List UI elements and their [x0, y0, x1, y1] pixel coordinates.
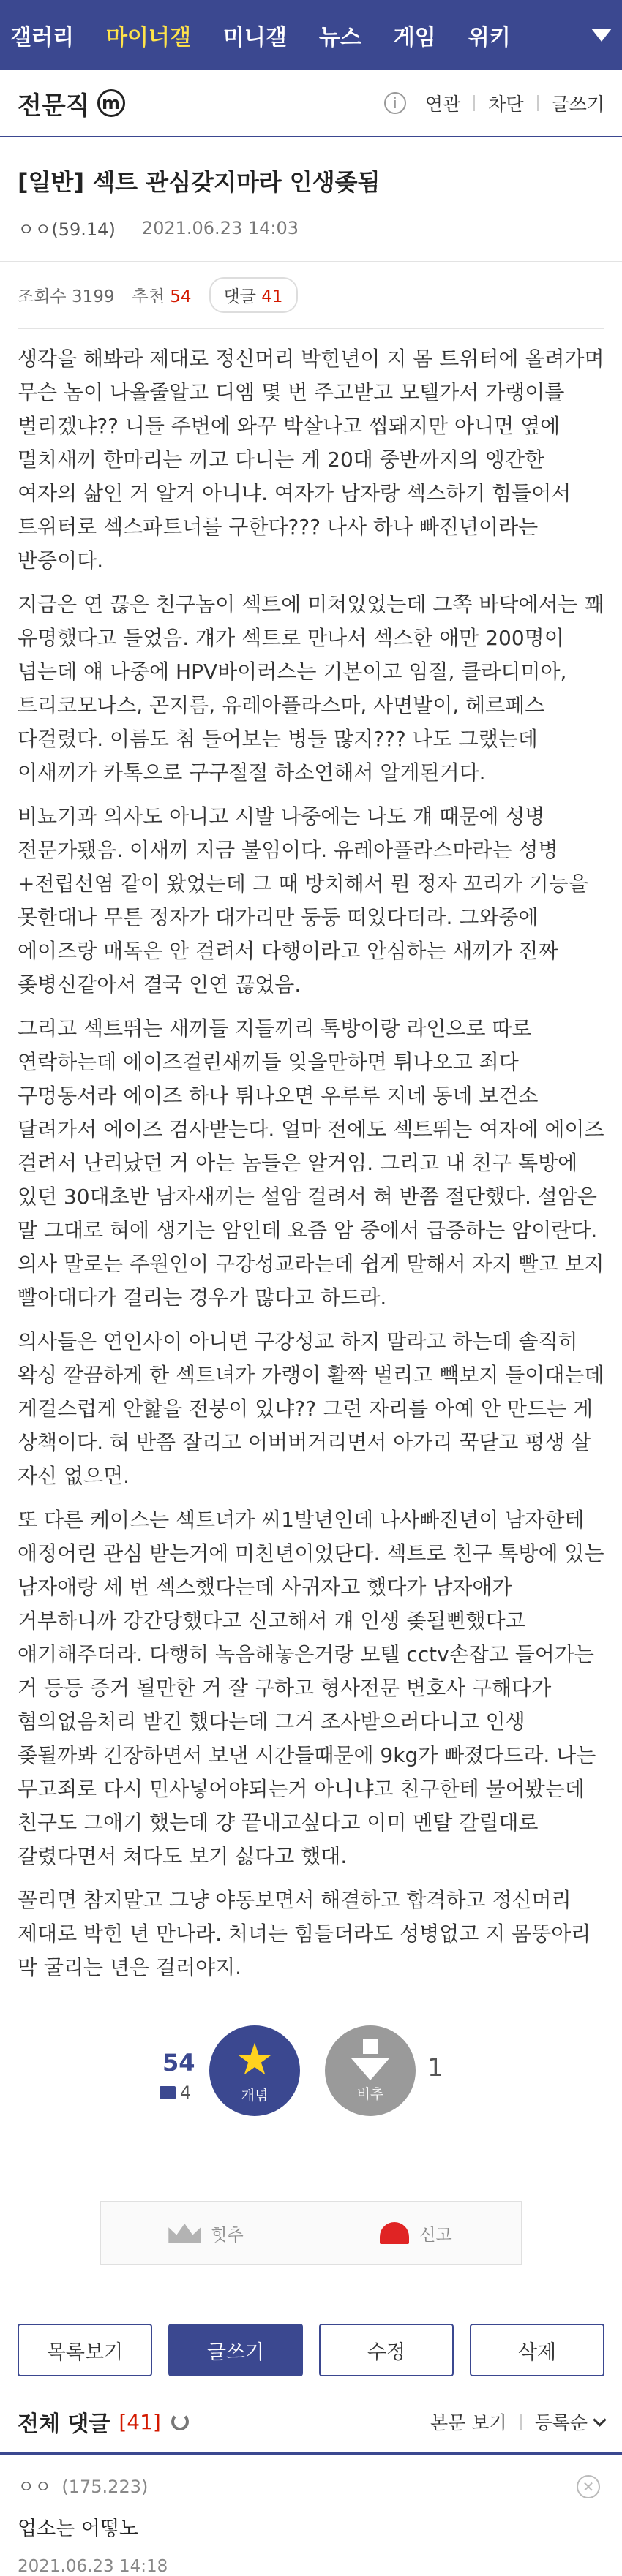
- comment-author-line: [18, 2472, 604, 2498]
- comments-count: [41]: [119, 2409, 161, 2434]
- content-paragraph: 의사들은 연인사이 아니면 구강성교 하지 말라고 하는데 솔직히 왁싱 깔끔하게 한 섹트녀가 가랭이 활짝 벌리고 빽보지 들이대는데 게걸스럽게 안핥을 전붕이 있냐?? 그런 자리를 아예 안 만드는 게 상책이다. 혀 반쯤 잘리고 어버버거리면서 아가리 꾹닫고 평생 살 자신 없으면.: [18, 1329, 604, 1488]
- write-link[interactable]: 글쓰기: [551, 94, 604, 115]
- comment-item: [0, 2455, 622, 2576]
- gallery-header: [0, 70, 622, 137]
- delete-button[interactable]: 삭제: [470, 2324, 604, 2376]
- post-date: 2021.06.23 14:03: [141, 217, 299, 238]
- fixed-count: [160, 2082, 191, 2103]
- nav-item-gallery[interactable]: 갤러리: [10, 25, 74, 50]
- content-paragraph: 또 다른 케이스는 섹트녀가 씨1발년인데 나사빠진년이 남자한테 애정어린 관심 받는거에 미친년이었단다. 섹트로 친구 톡방에 있는 남자애랑 세 번 섹스했다는데 사귀자고 했다가 남자애가 거부하니까 강간당했다고 신고해서 걔 인생 좆될뻔했다고 얘기해주더라. 다행히 녹음해놓은거랑 모텔 cctv손잡고 들어가는 거 등등 증거 될만한 거 잘 구하고 형사전문 변호사 구해다가 혐의없음처리 받긴 했다는데 그거 조사받으러다니고 인생 좆될까봐 긴장하면서 보낸 시간들때문에 9kg가 빠졌다드라. 나는 무고죄로 다시 민사넣어야되는거 아니냐고 친구한테 물어봤는데 친구도 그애기 했는데 걍 끝내고싶다고 이미 멘탈 갈릴대로 갈렸다면서 쳐다도 보기 싫다고 했대.: [18, 1508, 604, 1868]
- comment-count-button[interactable]: [209, 277, 298, 313]
- downvote-label: 비추: [356, 2085, 384, 2102]
- post-title: [일반] 섹트 관심갖지마라 인생좆됨: [18, 168, 381, 196]
- sort-label: 등록순: [534, 2412, 588, 2433]
- sort-dropdown[interactable]: [535, 2409, 604, 2435]
- recommend-value: 54: [170, 287, 192, 306]
- nav-item-game[interactable]: 게임: [393, 25, 436, 50]
- recommend-label: 추천: [132, 287, 165, 306]
- fixed-user-icon: [160, 2086, 176, 2099]
- nav-item-mini-gallery[interactable]: 미니갤: [222, 25, 287, 50]
- downvote-button[interactable]: [325, 2025, 416, 2116]
- upvote-button[interactable]: [209, 2025, 300, 2116]
- top-nav: [0, 0, 622, 70]
- down-arrow-head-icon: [351, 2058, 389, 2080]
- post-header: [0, 137, 622, 241]
- hit-recommend-label: 힛추: [211, 2225, 244, 2245]
- content-paragraph: 꼴리면 참지말고 그냥 야동보면서 해결하고 합격하고 정신머리 제대로 박힌 년 만나라. 처녀는 힘들더라도 성병없고 지 몸뚱아리 막 굴리는 년은 걸러야지.: [18, 1888, 591, 1979]
- comment-author[interactable]: ㅇㅇ: [18, 2477, 52, 2497]
- content-paragraph: 비뇨기과 의사도 아니고 시발 나중에는 나도 걔 때문에 성병 전문가됐음. 이새끼 지금 불임이다. 유레아플라스마라는 성병+전립선염 같이 왔었는데 그 때 방치해서 뭔 정자 꼬리가 기능을 못한대나 무튼 정자가 대가리만 둥둥 떠있다더라. 그와중에 에이즈랑 매독은 안 걸려서 다행이라고 안심하는 새끼가 진짜 좆병신같아서 결국 인연 끊었음.: [18, 804, 588, 997]
- recommend-count: [132, 283, 192, 307]
- comments-header: [0, 2401, 622, 2442]
- report-box: [100, 2201, 522, 2265]
- comment-delete-icon[interactable]: ✕: [577, 2475, 600, 2498]
- report-label: 신고: [419, 2225, 452, 2245]
- comments-title: 전체 댓글: [18, 2411, 110, 2437]
- block-link[interactable]: 차단: [488, 94, 524, 115]
- gallery-title[interactable]: 전문직: [18, 91, 90, 121]
- view-count: 조회수 3199: [18, 287, 115, 306]
- hit-recommend-button[interactable]: [101, 2221, 311, 2245]
- post-meta: [18, 215, 604, 241]
- chevron-down-icon: [593, 2413, 606, 2426]
- post-content: [0, 329, 622, 1984]
- comment-ip: (175.223): [61, 2477, 149, 2497]
- view-post-link[interactable]: 본문 보기: [430, 2412, 507, 2433]
- down-arrow-icon: [363, 2039, 378, 2054]
- report-button[interactable]: [311, 2221, 521, 2245]
- content-paragraph: 그리고 섹트뛰는 새끼들 지들끼리 톡방이랑 라인으로 따로 연락하는데 에이즈걸린새끼들 잊을만하면 튀나오고 죄다 구멍동서라 에이즈 하나 튀나오면 우루루 지네 동네 보건소 달려가서 에이즈 검사받는다. 얼마 전에도 섹트뛰는 여자에 에이즈 걸려서 난리났던 거 아는 놈들은 알거임. 그리고 내 친구 톡방에 있던 30대초반 남자새끼는 설암 걸려서 혀 반쯤 절단했다. 설암은 말 그대로 혀에 생기는 암인데 요즘 암 중에서 급증하는 암이란다. 의사 말로는 주원인이 구강성교라는데 쉽게 말해서 자지 빨고 보지 빨아대다가 걸리는 경우가 많다고 하드라.: [18, 1016, 604, 1310]
- list-button[interactable]: 목록보기: [18, 2324, 152, 2376]
- comment-date: 2021.06.23 14:18: [18, 2557, 168, 2576]
- write-button[interactable]: 글쓰기: [168, 2324, 303, 2376]
- related-link[interactable]: 연관: [424, 94, 461, 115]
- nav-expand-arrow-icon[interactable]: [591, 29, 612, 42]
- post-author[interactable]: ㅇㅇ(59.14): [18, 219, 116, 240]
- post-stats: [0, 262, 622, 328]
- info-icon[interactable]: i: [384, 92, 406, 114]
- star-icon: ★: [235, 2033, 274, 2085]
- upvote-label: 개념: [241, 2087, 269, 2104]
- siren-icon: [380, 2222, 409, 2244]
- separator: [473, 95, 475, 111]
- vote-area: [0, 2025, 622, 2201]
- gallery-actions: [384, 90, 604, 116]
- nav-item-news[interactable]: 뉴스: [318, 25, 361, 50]
- comment-value: 41: [261, 287, 283, 306]
- fixed-count-value: 4: [180, 2082, 192, 2103]
- content-paragraph: 지금은 연 끊은 친구놈이 섹트에 미쳐있었는데 그쪽 바닥에서는 꽤 유명했다고 들었음. 걔가 섹트로 만나서 섹스한 애만 200명이 넘는데 얘 나중에 HPV바이러스는 기본이고 임질, 클라디미아, 트리코모나스, 곤지름, 유레아플라스마, 사면발이, 헤르페스 다걸렸다. 이름도 첨 들어보는 병들 많지??? 나도 그랬는데 이새끼가 카톡으로 구구절절 하소연해서 알게된거다.: [18, 592, 604, 785]
- minor-gallery-badge: m: [97, 89, 125, 117]
- refresh-icon[interactable]: [171, 2413, 189, 2430]
- downvote-count: 1: [427, 2053, 443, 2082]
- nav-item-wiki[interactable]: 위키: [468, 25, 511, 50]
- separator: [537, 95, 539, 111]
- comments-actions: [430, 2409, 604, 2435]
- crown-icon: [168, 2224, 201, 2243]
- comment-label: 댓글: [223, 287, 256, 306]
- upvote-count: 54: [162, 2049, 195, 2077]
- nav-item-minor-gallery[interactable]: 마이너갤: [105, 25, 191, 50]
- comment-text: 업소는 어떻노: [18, 2518, 139, 2540]
- content-paragraph: 생각을 해봐라 제대로 정신머리 박힌년이 지 몸 트위터에 올려가며 무슨 놈이 나올줄알고 디엠 몇 번 주고받고 모텔가서 가랭이를 벌리겠냐?? 니들 주변에 와꾸 박살나고 씹돼지만 아니면 옆에 멸치새끼 한마리는 끼고 다니는 게 20대 중반까지의 엥간한 여자의 삶인 거 알거 아니냐. 여자가 남자랑 섹스하기 힘들어서 트위터로 섹스파트너를 구한다??? 나사 하나 빠진년이라는 반증이다.: [18, 347, 604, 573]
- edit-button[interactable]: 수정: [319, 2324, 454, 2376]
- separator: [520, 2414, 522, 2430]
- post-buttons: [0, 2324, 622, 2376]
